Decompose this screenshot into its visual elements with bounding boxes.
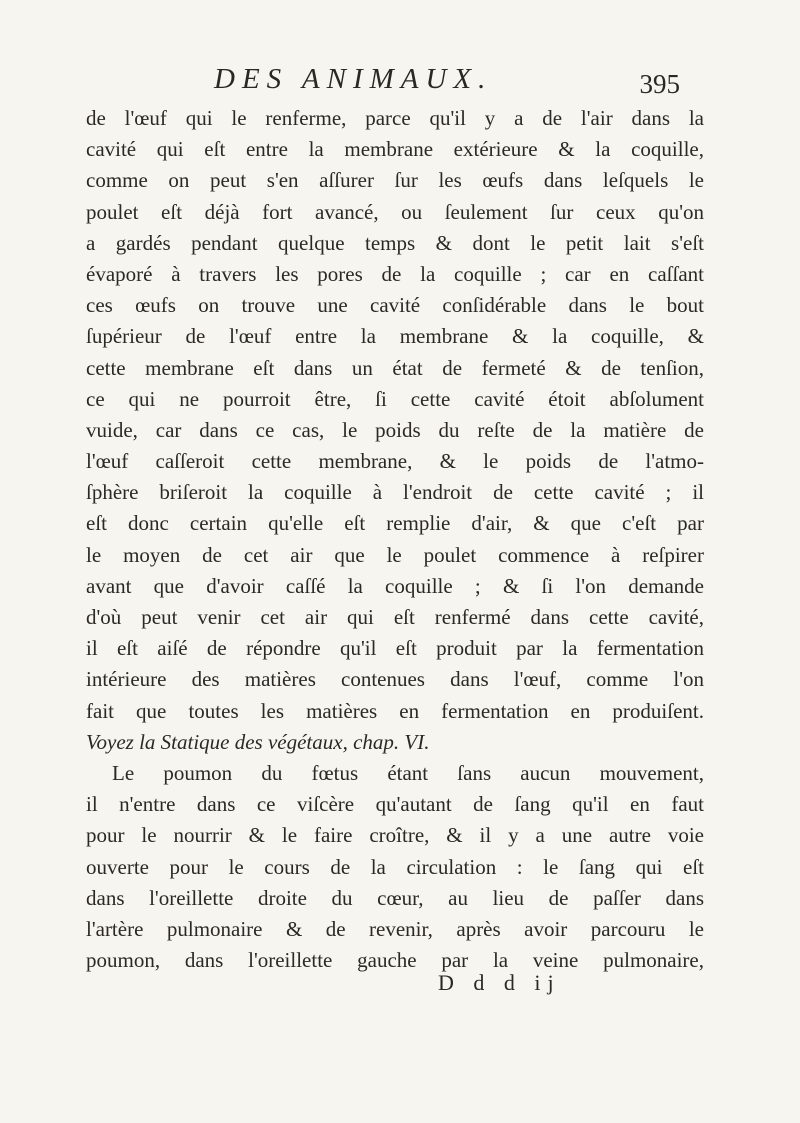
text-line: ſphère briſeroit la coquille à l'endroit de cette cavité ; il: [86, 480, 704, 505]
body-text: [86, 103, 704, 976]
text-line: il eſt aiſé de répondre qu'il eſt produit par la fermentation: [86, 636, 704, 661]
running-title: DES ANIMAUX.: [214, 63, 493, 95]
text-line: cavité qui eſt entre la membrane extérieure & la coquille,: [86, 137, 704, 162]
text-line: vuide, car dans ce cas, le poids du reſte de la matière de: [86, 417, 704, 442]
text-line: Le poumon du fœtus étant ſans aucun mouvement,: [112, 760, 704, 785]
text-line: intérieure des matières contenues dans l'œuf, comme l'on: [86, 667, 704, 692]
text-line: poulet eſt déjà fort avancé, ou ſeulement ſur ceux qu'on: [86, 199, 704, 224]
text-line: avant que d'avoir caſſé la coquille ; & ſi l'on demande: [86, 573, 704, 598]
text-line: dans l'oreillette droite du cœur, au lieu de paſſer dans: [86, 885, 704, 910]
text-line: poumon, dans l'oreillette gauche par la veine pulmonaire,: [86, 948, 704, 973]
text-line: ces œufs on trouve une cavité conſidérable dans le bout: [86, 293, 704, 318]
text-line: l'œuf caſſeroit cette membrane, & le poids de l'atmo-: [86, 449, 704, 474]
page-number: 395: [639, 69, 680, 99]
text-line: l'artère pulmonaire & de revenir, après avoir parcouru le: [86, 916, 704, 941]
text-line: le moyen de cet air que le poulet commence à reſpirer: [86, 542, 704, 567]
signature-mark: D d d ij: [438, 970, 561, 995]
reference-citation: Voyez la Statique des végétaux, chap. VI.: [86, 729, 430, 754]
text-line: ouverte pour le cours de la circulation : le ſang qui eſt: [86, 854, 704, 879]
text-line: eſt donc certain qu'elle eſt remplie d'air, & que c'eſt par: [86, 511, 704, 536]
text-line: de l'œuf qui le renferme, parce qu'il y a de l'air dans la: [86, 106, 704, 130]
text-line: il n'entre dans ce viſcère qu'autant de ſang qu'il en faut: [86, 792, 704, 817]
text-line: ce qui ne pourroit être, ſi cette cavité étoit abſolument: [86, 386, 704, 411]
text-line: a gardés pendant quelque temps & dont le petit lait s'eſt: [86, 230, 704, 255]
running-head: [86, 63, 680, 103]
text-line: d'où peut venir cet air qui eſt renfermé dans cette cavité,: [86, 605, 704, 629]
text-line: évaporé à travers les pores de la coquille ; car en caſſant: [86, 261, 704, 286]
text-line: ſupérieur de l'œuf entre la membrane & la coquille, &: [86, 324, 704, 349]
text-line: comme on peut s'en aſſurer ſur les œufs dans leſquels le: [86, 168, 704, 193]
text-line: pour le nourrir & le faire croître, & il y a une autre voie: [86, 823, 704, 848]
text-line: fait que toutes les matières en fermentation en produiſent.: [86, 698, 704, 723]
text-line: cette membrane eſt dans un état de fermeté & de tenſion,: [86, 355, 704, 380]
